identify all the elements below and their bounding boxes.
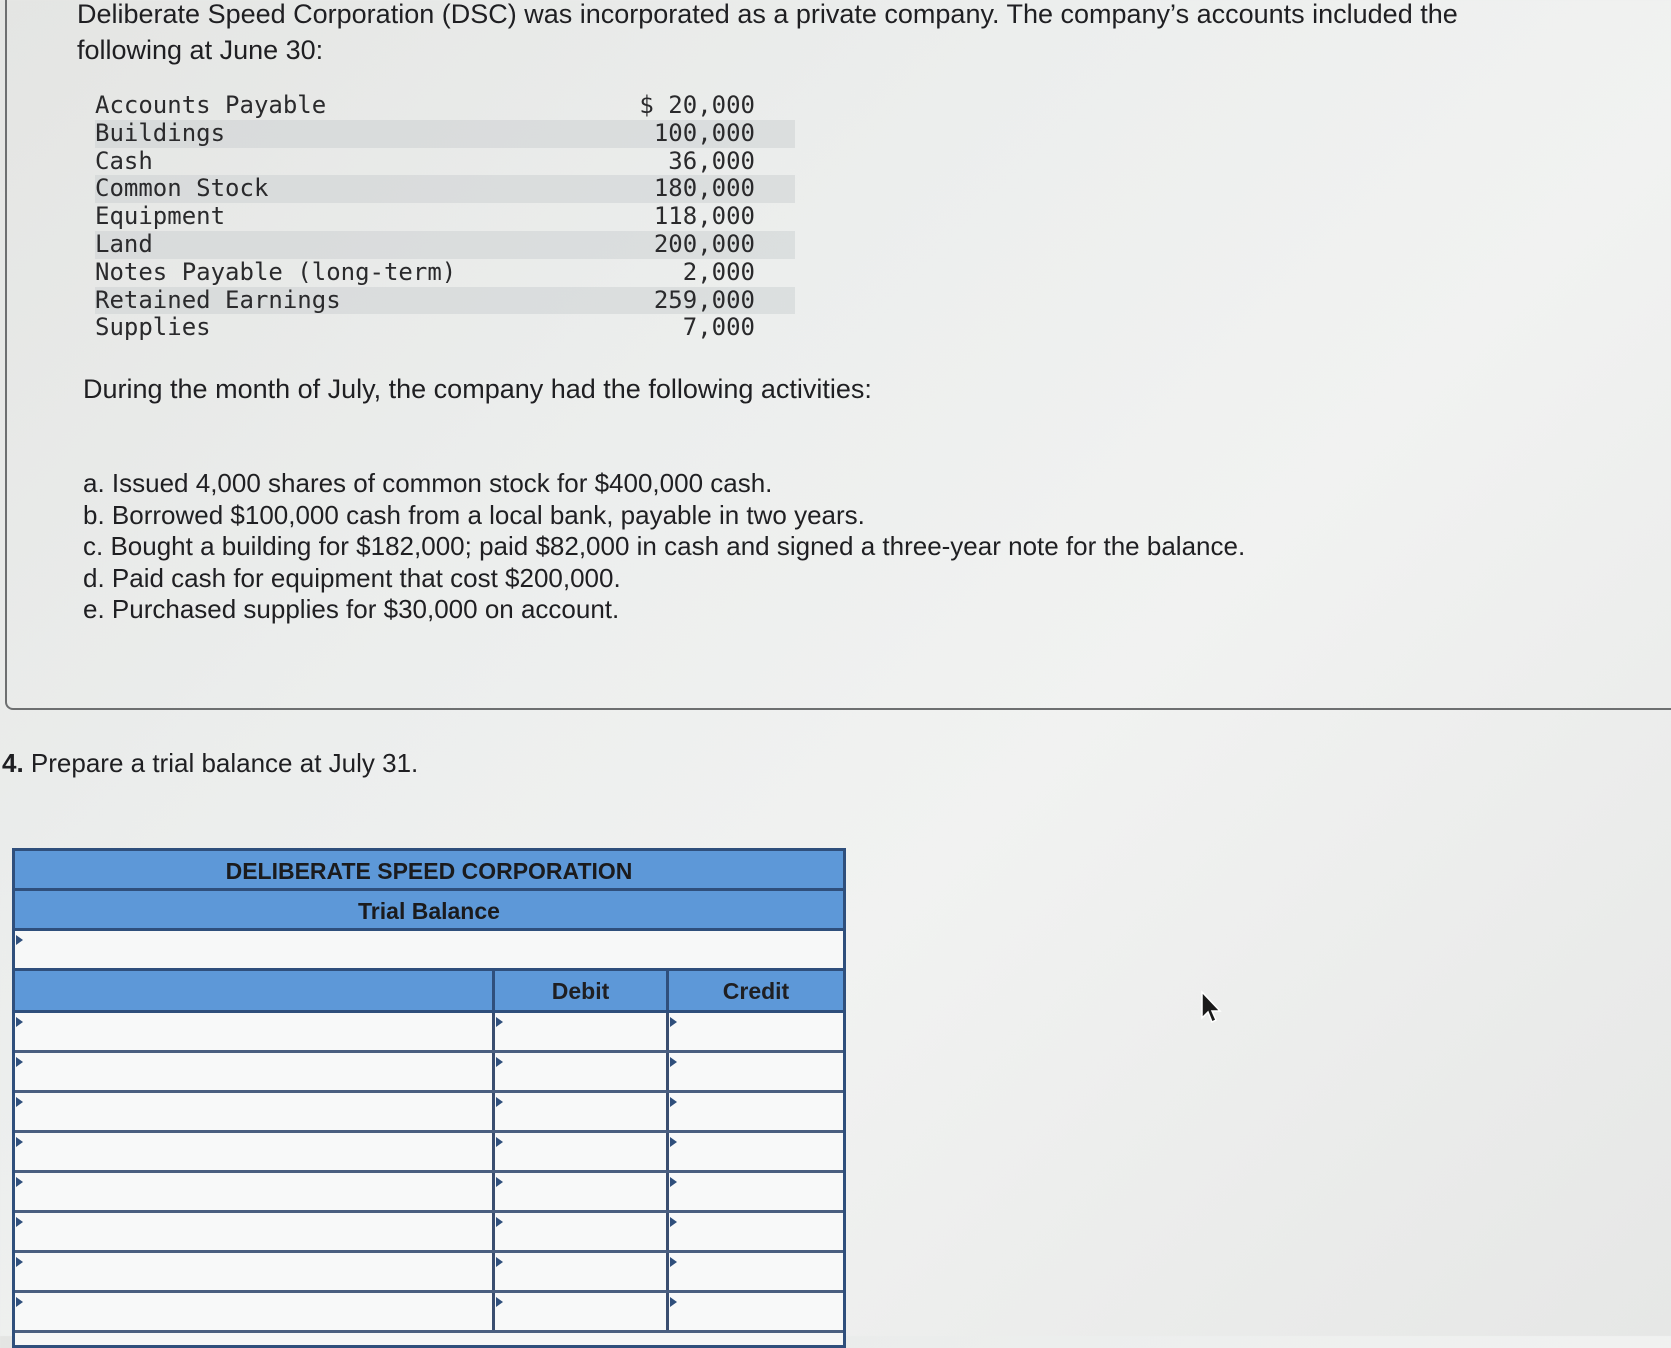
account-value: 180,000 bbox=[653, 174, 755, 203]
account-row bbox=[95, 203, 795, 231]
credit-input-cell[interactable] bbox=[669, 1253, 843, 1290]
account-balances-list bbox=[95, 92, 795, 342]
account-select-cell[interactable] bbox=[15, 1053, 495, 1090]
activity-item: d. Paid cash for equipment that cost $200,000. bbox=[83, 562, 621, 593]
account-row bbox=[95, 314, 795, 342]
table-row bbox=[15, 1013, 843, 1053]
question-text: Prepare a trial balance at July 31. bbox=[30, 748, 419, 778]
table-row bbox=[15, 1133, 843, 1173]
problem-statement-box bbox=[5, 0, 1671, 710]
activity-item: b. Borrowed $100,000 cash from a local bank, payable in two years. bbox=[83, 499, 865, 530]
dropdown-marker-icon bbox=[16, 1297, 23, 1307]
input-marker-icon bbox=[670, 1057, 677, 1067]
input-marker-icon bbox=[670, 1017, 677, 1027]
account-name: Buildings bbox=[95, 118, 226, 147]
table-row bbox=[15, 1053, 843, 1093]
account-value: 200,000 bbox=[653, 229, 755, 258]
account-name: Land bbox=[95, 229, 153, 258]
problem-intro: Deliberate Speed Corporation (DSC) was incorporated as a private company. The company’s accounts included the following at June 30: bbox=[77, 0, 1458, 65]
account-value: 118,000 bbox=[653, 202, 755, 231]
account-name: Supplies bbox=[95, 313, 211, 342]
account-column-header bbox=[15, 971, 495, 1010]
debit-column-header: Debit bbox=[495, 971, 669, 1010]
account-name: Equipment bbox=[95, 202, 226, 231]
credit-input-cell[interactable] bbox=[669, 1053, 843, 1090]
trial-balance-table bbox=[12, 848, 846, 1348]
input-marker-icon bbox=[496, 1017, 503, 1027]
account-row bbox=[95, 259, 795, 287]
account-value: 7,000 bbox=[682, 313, 755, 342]
dropdown-marker-icon bbox=[16, 1257, 23, 1267]
account-name: Accounts Payable bbox=[95, 91, 327, 119]
debit-input-cell[interactable] bbox=[495, 1133, 669, 1170]
activities-list bbox=[83, 468, 1245, 626]
account-name: Cash bbox=[95, 146, 153, 175]
table-row bbox=[15, 1093, 843, 1133]
input-marker-icon bbox=[670, 1097, 677, 1107]
activity-item: c. Bought a building for $182,000; paid $82,000 in cash and signed a three-year note for the balance. bbox=[83, 531, 1246, 561]
debit-input-cell[interactable] bbox=[495, 1173, 669, 1210]
account-row bbox=[95, 287, 795, 315]
dropdown-marker-icon bbox=[16, 1017, 23, 1027]
credit-input-cell[interactable] bbox=[669, 1133, 843, 1170]
trial-balance-title: Trial Balance bbox=[15, 891, 843, 931]
debit-input-cell[interactable] bbox=[495, 1253, 669, 1290]
activity-item: a. Issued 4,000 shares of common stock for $400,000 cash. bbox=[83, 468, 773, 498]
credit-input-cell[interactable] bbox=[669, 1293, 843, 1330]
account-value: 259,000 bbox=[653, 285, 755, 314]
account-name: Notes Payable (long-term) bbox=[95, 257, 457, 286]
dropdown-marker-icon bbox=[16, 1137, 23, 1147]
dropdown-marker-icon bbox=[16, 935, 23, 945]
account-row bbox=[95, 175, 795, 203]
dropdown-marker-icon bbox=[16, 1097, 23, 1107]
input-marker-icon bbox=[496, 1257, 503, 1267]
input-marker-icon bbox=[670, 1257, 677, 1267]
input-marker-icon bbox=[496, 1177, 503, 1187]
account-row bbox=[95, 148, 795, 176]
account-select-cell[interactable] bbox=[15, 1093, 495, 1130]
table-row bbox=[15, 1253, 843, 1293]
table-row bbox=[15, 1293, 843, 1333]
debit-input-cell[interactable] bbox=[495, 1013, 669, 1050]
account-value: 100,000 bbox=[653, 118, 755, 147]
dropdown-marker-icon bbox=[16, 1177, 23, 1187]
account-row bbox=[95, 231, 795, 259]
input-marker-icon bbox=[496, 1057, 503, 1067]
date-input-row[interactable] bbox=[15, 931, 843, 971]
credit-input-cell[interactable] bbox=[669, 1213, 843, 1250]
dropdown-marker-icon bbox=[16, 1217, 23, 1227]
credit-input-cell[interactable] bbox=[669, 1093, 843, 1130]
account-select-cell[interactable] bbox=[15, 1013, 495, 1050]
input-marker-icon bbox=[670, 1137, 677, 1147]
credit-column-header: Credit bbox=[722, 978, 790, 1004]
column-header-row bbox=[15, 971, 843, 1013]
input-marker-icon bbox=[496, 1137, 503, 1147]
account-value: $ 20,000 bbox=[639, 91, 755, 119]
account-select-cell[interactable] bbox=[15, 1133, 495, 1170]
activity-item: e. Purchased supplies for $30,000 on account. bbox=[83, 594, 620, 624]
dropdown-marker-icon bbox=[16, 1057, 23, 1067]
account-select-cell[interactable] bbox=[15, 1173, 495, 1210]
debit-input-cell[interactable] bbox=[495, 1093, 669, 1130]
account-value: 2,000 bbox=[682, 257, 755, 286]
input-marker-icon bbox=[670, 1217, 677, 1227]
account-select-cell[interactable] bbox=[15, 1293, 495, 1330]
debit-input-cell[interactable] bbox=[495, 1213, 669, 1250]
input-marker-icon bbox=[496, 1097, 503, 1107]
debit-input-cell[interactable] bbox=[495, 1053, 669, 1090]
question-prompt bbox=[2, 748, 418, 779]
table-row bbox=[15, 1213, 843, 1253]
input-marker-icon bbox=[670, 1297, 677, 1307]
account-row bbox=[95, 120, 795, 148]
question-number: 4. bbox=[2, 748, 24, 778]
mouse-cursor-icon bbox=[1200, 990, 1224, 1026]
activities-intro: During the month of July, the company had the following activities: bbox=[83, 374, 872, 404]
account-select-cell[interactable] bbox=[15, 1213, 495, 1250]
account-select-cell[interactable] bbox=[15, 1253, 495, 1290]
input-marker-icon bbox=[496, 1297, 503, 1307]
debit-input-cell[interactable] bbox=[495, 1293, 669, 1330]
account-row bbox=[95, 92, 795, 120]
account-value: 36,000 bbox=[668, 146, 755, 175]
account-name: Retained Earnings bbox=[95, 285, 341, 314]
credit-input-cell[interactable] bbox=[669, 1013, 843, 1050]
table-row bbox=[15, 1173, 843, 1213]
credit-input-cell[interactable] bbox=[669, 1173, 843, 1210]
input-marker-icon bbox=[496, 1217, 503, 1227]
account-name: Common Stock bbox=[95, 174, 269, 203]
input-marker-icon bbox=[670, 1177, 677, 1187]
trial-balance-company: DELIBERATE SPEED CORPORATION bbox=[15, 851, 843, 891]
